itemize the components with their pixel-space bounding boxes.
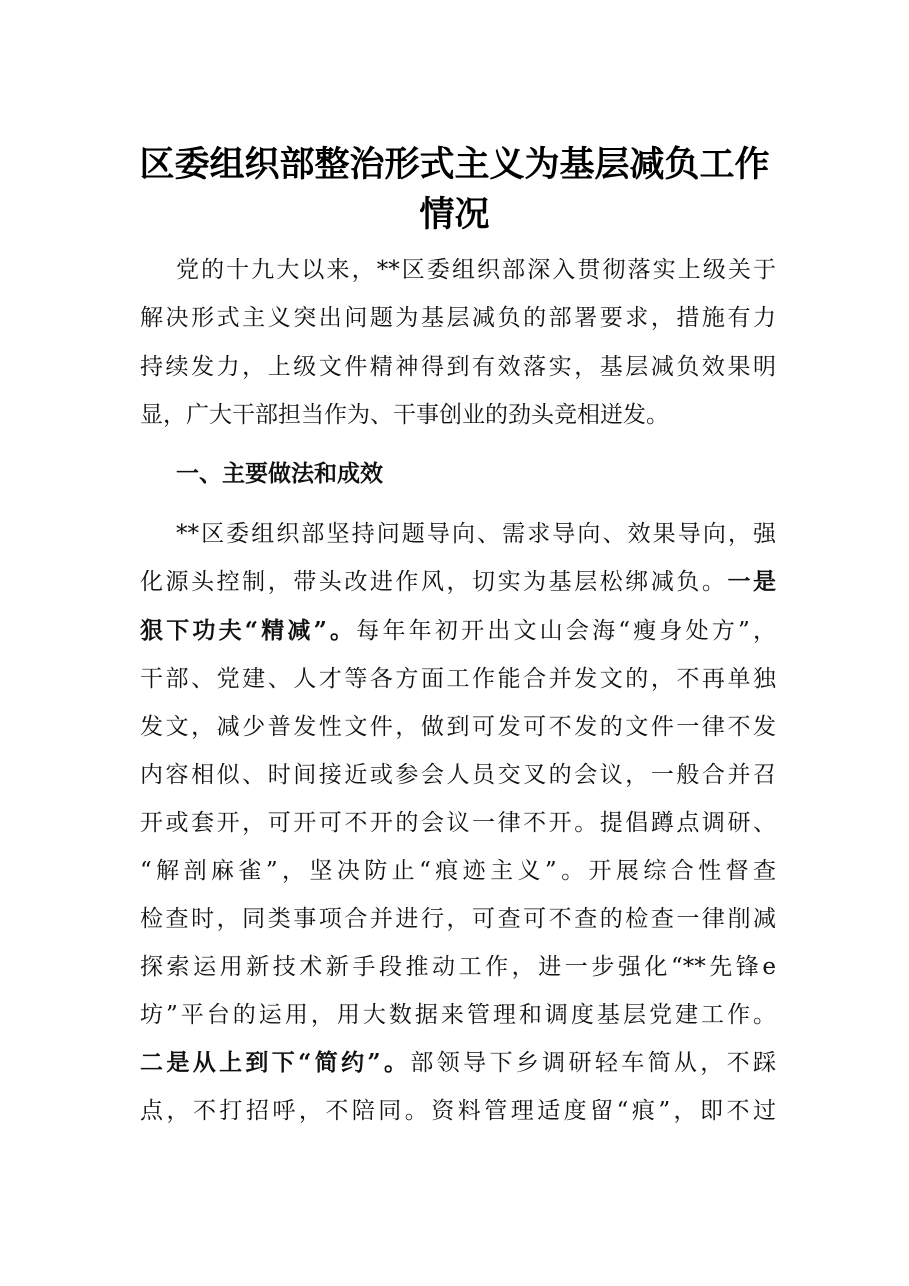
- bold-lead: 狠下功夫“精减”。: [140, 617, 357, 644]
- body-line: [140, 616, 776, 646]
- body-text: 部领导下乡调研轻车简从，不踩: [410, 1050, 776, 1076]
- body-line: **区委组织部坚持问题导向、需求导向、效果导向，强: [176, 521, 776, 547]
- body-line: 坊”平台的运用，用大数据来管理和调度基层党建工作。: [140, 1002, 776, 1028]
- body-line: 内容相似、时间接近或参会人员交叉的会议，一般合并召: [140, 762, 776, 788]
- body-line: [140, 567, 776, 597]
- body-text: 化源头控制，带头改进作风，切实为基层松绑减负。: [140, 569, 728, 595]
- body-line: 探索运用新技术新手段推动工作，进一步强化“**先锋e: [140, 954, 776, 980]
- body-line: 干部、党建、人才等各方面工作能合并发文的，不再单独: [140, 666, 776, 692]
- intro-line: 显，广大干部担当作为、干事创业的劲头竞相迸发。: [140, 402, 669, 428]
- title-line-1: 区委组织部整治形式主义为基层减负工作: [139, 144, 770, 185]
- body-line: “解剖麻雀”，坚决防止“痕迹主义”。开展综合性督查: [140, 858, 776, 884]
- body-text: 每年年初开出文山会海“瘦身处方”，: [356, 618, 776, 644]
- section-heading: 一、主要做法和成效: [176, 460, 383, 487]
- intro-line: 党的十九大以来，**区委组织部深入贯彻落实上级关于: [176, 257, 776, 283]
- body-line: 开或套开，可开可不开的会议一律不开。提倡蹲点调研、: [140, 810, 776, 836]
- body-line: [140, 1048, 776, 1078]
- intro-line: 解决形式主义突出问题为基层减负的部署要求，措施有力: [140, 305, 776, 331]
- title-line-2: 情况: [419, 194, 490, 235]
- document-title: [100, 140, 809, 240]
- body-line: 点，不打招呼，不陪同。资料管理适度留“痕”，即不过: [140, 1098, 776, 1124]
- bold-lead: 一是: [727, 568, 777, 595]
- bold-lead: 二是从上到下“简约”。: [140, 1049, 411, 1076]
- body-line: 检查时，同类事项合并进行，可查可不查的检查一律削减: [140, 906, 776, 932]
- body-line: 发文，减少普发性文件，做到可发可不发的文件一律不发: [140, 714, 776, 740]
- intro-line: 持续发力，上级文件精神得到有效落实，基层减负效果明: [140, 354, 776, 380]
